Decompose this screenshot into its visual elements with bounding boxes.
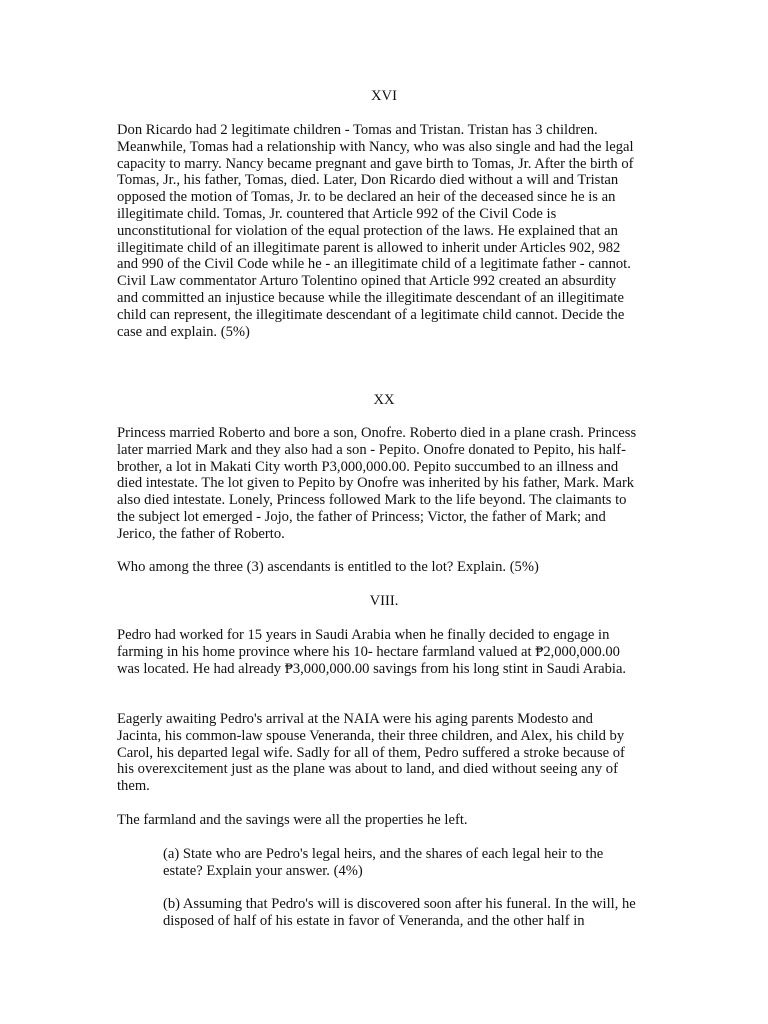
- section-xvi-paragraph: Don Ricardo had 2 legitimate children - Tomas and Tristan. Tristan has 3 children. Meanwhile, Tomas had a relationship with Nancy, who was also single and had the legal capacity to marry. Nancy became pregnant and gave birth to Tomas, Jr. After the birth of Tomas, Jr., his father, Tomas, died. Later, Don Ricardo died without a will and Tristan opposed the motion of Tomas, Jr. to be declared an heir of the deceased since he is an illegitimate child. Tomas, Jr. countered that Article 992 of the Civil Code is unconstitutional for violation of the equal protection of the laws. He explained that an illegitimate child of an illegitimate parent is allowed to inherit under Articles 902, 982 and 990 of the Civil Code while he - an illegitimate child of a legitimate father - cannot. Civil Law commentator Arturo Tolentino opined that Article 992 created an absurdity and committed an injustice because while the illegitimate descendant of an illegitimate child can represent, the illegitimate descendant of a legitimate child cannot. Decide the case and explain. (5%): [117, 122, 634, 340]
- section-heading-xvi: XVI: [371, 88, 397, 104]
- section-xx-paragraph-2: Who among the three (3) ascendants is entitled to the lot? Explain. (5%): [117, 559, 539, 575]
- section-heading-viii: VIII.: [369, 593, 399, 609]
- question-item-a: (a) State who are Pedro's legal heirs, and the shares of each legal heir to the estate? Explain your answer. (4%): [163, 846, 604, 879]
- section-viii-paragraph-1: Pedro had worked for 15 years in Saudi Arabia when he finally decided to engage in farming in his home province where his 10- hectare farmland valued at ₱2,000,000.00 was located. He had already ₱3,000,000.00 savings from his long stint in Saudi Arabia.: [117, 627, 627, 677]
- section-xx-paragraph-1: Princess married Roberto and bore a son, Onofre. Roberto died in a plane crash. Princess later married Mark and they also had a son - Pepito. Onofre donated to Pepito, his half-brother, a lot in Makati City worth P3,000,000.00. Pepito succumbed to an illness and died intestate. The lot given to Pepito by Onofre was inherited by his father, Mark. Mark also died intestate. Lonely, Princess followed Mark to the life beyond. The claimants to the subject lot emerged - Jojo, the father of Princess; Victor, the father of Mark; and Jerico, the father of Roberto.: [117, 425, 637, 542]
- section-heading-xx: XX: [373, 392, 395, 408]
- question-item-b: (b) Assuming that Pedro's will is discovered soon after his funeral. In the will, he disposed of half of his estate in favor of Veneranda, and the other half in: [163, 896, 636, 929]
- section-viii-paragraph-3: The farmland and the savings were all the properties he left.: [117, 812, 468, 828]
- section-viii-paragraph-2: Eagerly awaiting Pedro's arrival at the NAIA were his aging parents Modesto and Jacinta, his common-law spouse Veneranda, their three children, and Alex, his child by Carol, his departed legal wife. Sadly for all of them, Pedro suffered a stroke because of his overexcitement just as the plane was about to land, and died without seeing any of them.: [117, 711, 625, 795]
